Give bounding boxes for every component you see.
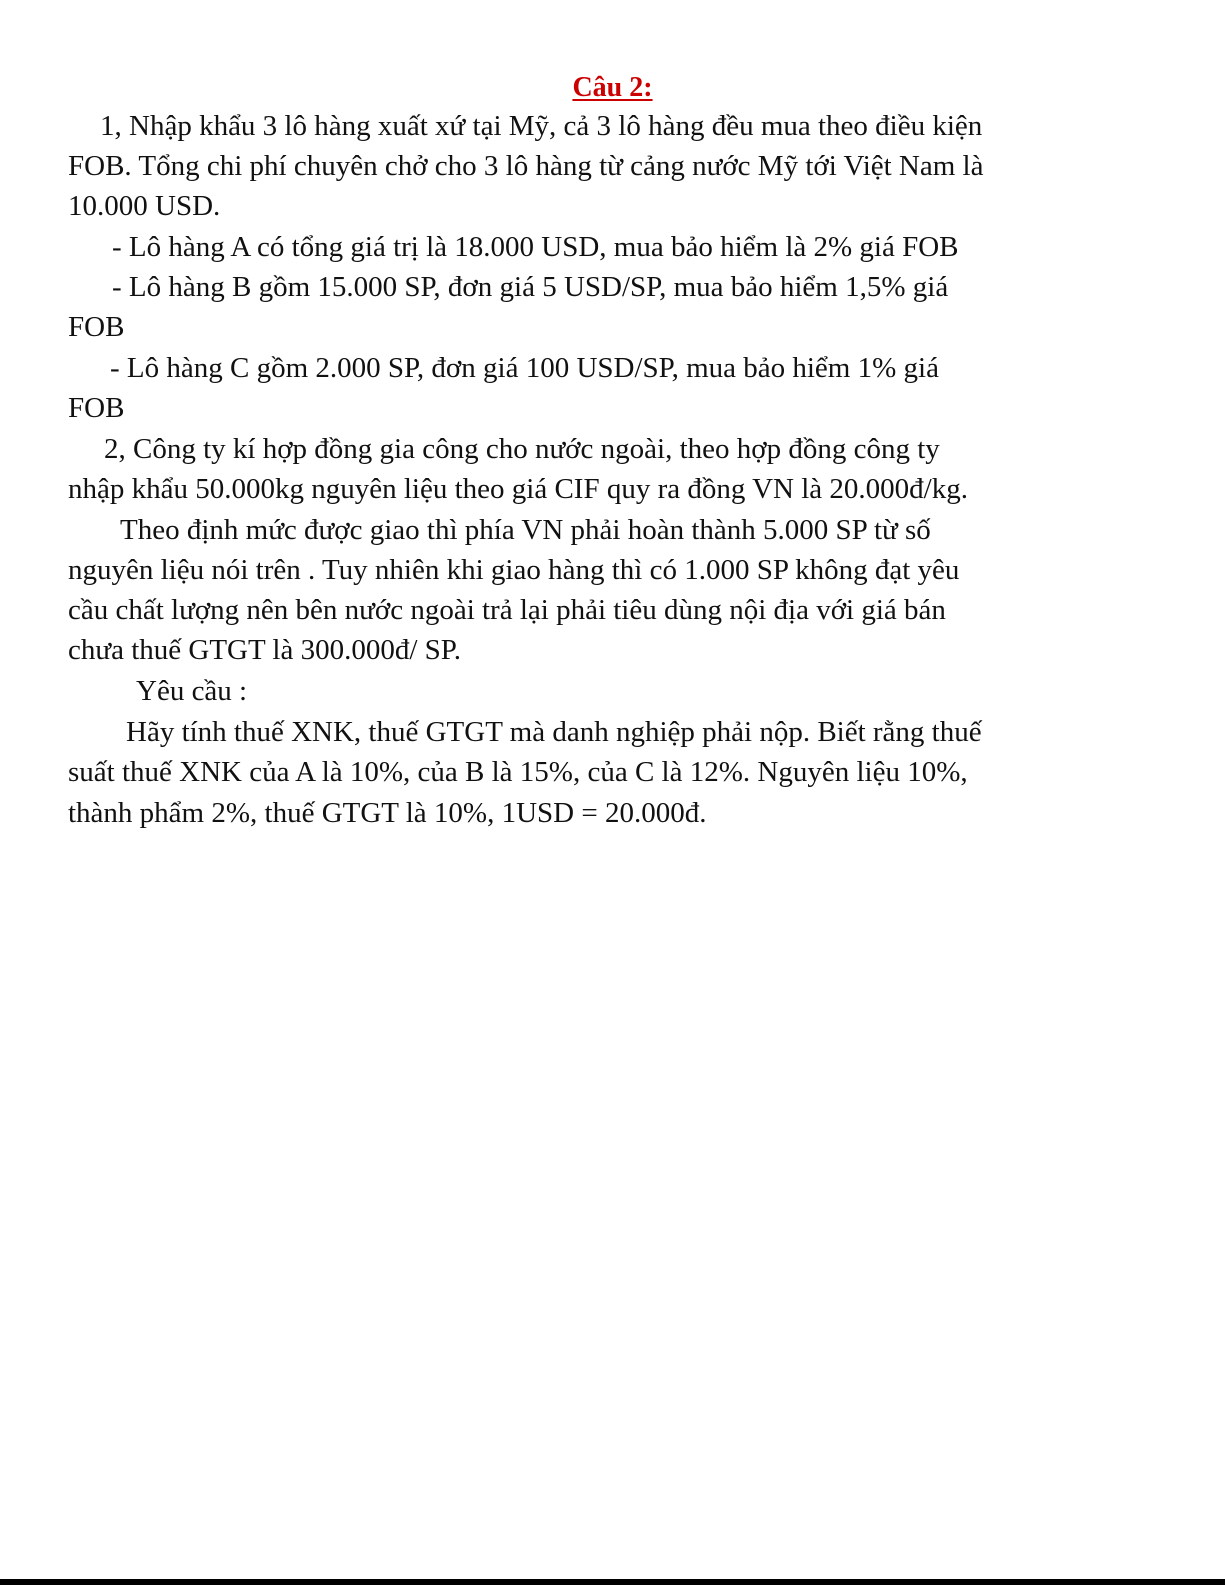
text-line: FOB <box>68 392 125 424</box>
text-line: cầu chất lượng nên bên nước ngoài trả lại phải tiêu dùng nội địa với giá bán <box>68 594 946 626</box>
text-line: 1, Nhập khẩu 3 lô hàng xuất xứ tại Mỹ, cả 3 lô hàng đều mua theo điều kiện <box>100 110 983 142</box>
text-line: 10.000 USD. <box>68 190 221 222</box>
requirement-heading: Yêu cầu : <box>136 675 248 707</box>
bullet-line: - Lô hàng B gồm 15.000 SP, đơn giá 5 USD/SP, mua bảo hiểm 1,5% giá <box>112 271 949 303</box>
text-line: suất thuế XNK của A là 10%, của B là 15%, của C là 12%. Nguyên liệu 10%, <box>68 756 968 788</box>
text-line: nhập khẩu 50.000kg nguyên liệu theo giá CIF quy ra đồng VN là 20.000đ/kg. <box>68 473 968 505</box>
bullet-line: - Lô hàng C gồm 2.000 SP, đơn giá 100 USD/SP, mua bảo hiểm 1% giá <box>110 352 939 384</box>
bullet-line: - Lô hàng A có tổng giá trị là 18.000 USD, mua bảo hiểm là 2% giá FOB <box>112 231 959 263</box>
text-line: Theo định mức được giao thì phía VN phải hoàn thành 5.000 SP từ số <box>120 514 931 546</box>
question-title: Câu 2: <box>572 72 653 103</box>
text-line: chưa thuế GTGT là 300.000đ/ SP. <box>68 634 461 666</box>
text-line: nguyên liệu nói trên . Tuy nhiên khi giao hàng thì có 1.000 SP không đạt yêu <box>68 554 960 586</box>
text-line: 2, Công ty kí hợp đồng gia công cho nước ngoài, theo hợp đồng công ty <box>104 433 940 465</box>
text-line: Hãy tính thuế XNK, thuế GTGT mà danh nghiệp phải nộp. Biết rằng thuế <box>126 716 982 748</box>
text-line: thành phẩm 2%, thuế GTGT là 10%, 1USD = 20.000đ. <box>68 797 707 829</box>
text-line: FOB <box>68 311 125 343</box>
text-line: FOB. Tổng chi phí chuyên chở cho 3 lô hàng từ cảng nước Mỹ tới Việt Nam là <box>68 150 984 182</box>
bottom-border <box>0 1579 1225 1585</box>
